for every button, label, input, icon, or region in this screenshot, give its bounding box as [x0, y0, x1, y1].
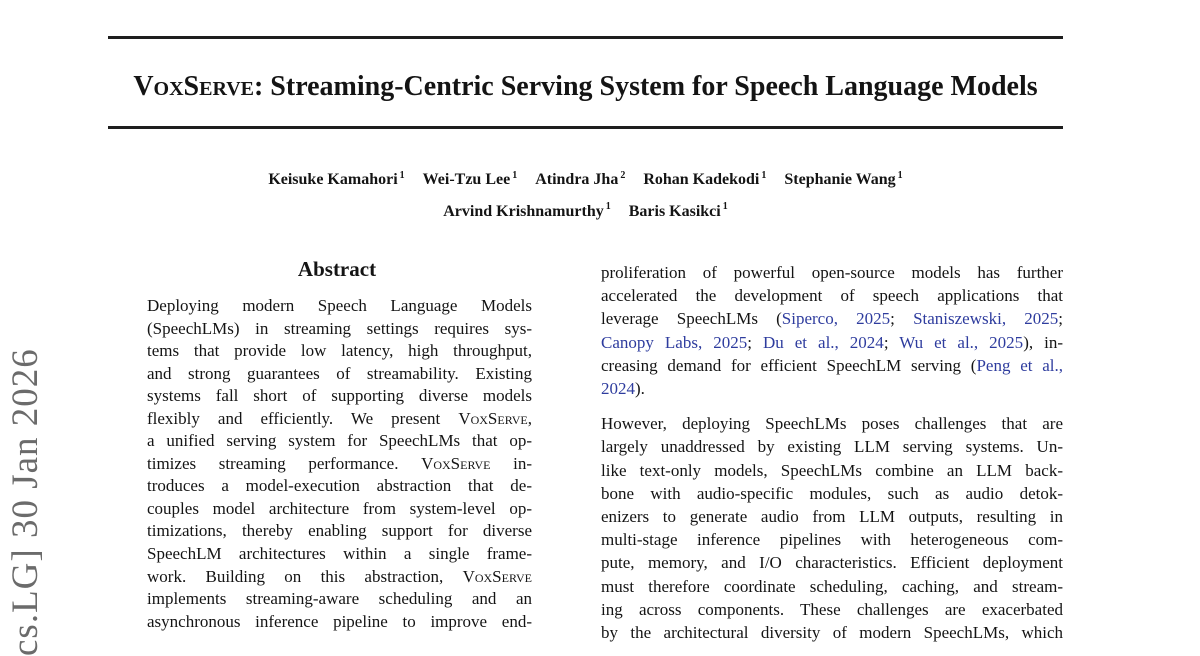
abstract-line [147, 588, 532, 611]
author-name: Rohan Kadekodi [643, 171, 760, 189]
author-row [108, 193, 1063, 224]
author [268, 171, 404, 188]
author-row [108, 162, 1063, 193]
text-run: ing across components. These challenges are exacerbated [601, 599, 1063, 619]
text-run: like text-only models, SpeechLMs combine an LLM back- [601, 460, 1063, 480]
text-run: implements streaming-aware scheduling and an [147, 589, 532, 609]
text-run: couples model architecture from system-level op- [147, 498, 532, 518]
abstract-line [147, 566, 532, 589]
title-rule-top [108, 36, 1063, 39]
text-run: However, deploying SpeechLMs poses challenges that are [601, 414, 1063, 434]
paragraph [601, 412, 1063, 644]
author [629, 203, 728, 220]
body-line [601, 435, 1063, 458]
title-rest: : Streaming-Centric Serving System for Speech Language Models [253, 71, 1038, 102]
voxserve-smallcaps: VoxServe [462, 566, 532, 586]
body-line [601, 261, 1063, 284]
citation-link[interactable]: Staniszewski, 2025 [913, 309, 1059, 329]
text-run: timizes streaming performance. [147, 453, 422, 473]
citation-link[interactable]: Peng et al., [976, 355, 1063, 375]
body-line [601, 459, 1063, 482]
body-line [601, 284, 1063, 307]
text-run: proliferation of powerful open-source models has further [601, 263, 1063, 282]
abstract-line [147, 543, 532, 566]
abstract-line [147, 498, 532, 521]
paper-title [108, 70, 1063, 104]
abstract-line [147, 295, 532, 318]
body-line [601, 528, 1063, 551]
text-run: timizations, thereby enabling support for diverse [147, 521, 532, 541]
author-affiliation-sup: 1 [897, 170, 903, 181]
text-run: enizers to generate audio from LLM outputs, resulting in [601, 507, 1063, 527]
title-voxserve-wordmark: VoxServe [133, 71, 254, 102]
abstract-line [147, 430, 532, 453]
title-rule-bottom [108, 126, 1063, 129]
authors-block [108, 162, 1063, 225]
text-run: systems fall short of supporting diverse models [147, 386, 532, 406]
author-name: Atindra Jha [535, 171, 619, 189]
citation-link[interactable]: Canopy Labs, 2025 [601, 332, 748, 352]
citation-link[interactable]: Siperco, 2025 [781, 309, 891, 329]
text-run: tems that provide low latency, high throughput, [147, 341, 532, 361]
abstract-line [147, 453, 532, 476]
body-line [601, 598, 1063, 621]
author [423, 171, 518, 188]
author-affiliation-sup: 1 [512, 170, 518, 181]
author-name: Stephanie Wang [784, 171, 896, 189]
body-line [601, 621, 1063, 644]
author-affiliation-sup: 1 [605, 201, 611, 213]
abstract-line [147, 363, 532, 386]
author-affiliation-sup: 2 [620, 170, 626, 181]
text-run: (SpeechLMs) in streaming settings requires sys- [147, 318, 532, 338]
text-run: ; [883, 332, 900, 352]
author-name: Wei-Tzu Lee [422, 171, 511, 189]
body-line [601, 575, 1063, 598]
text-run: ; [890, 309, 914, 329]
body-line [601, 551, 1063, 574]
body-line [601, 307, 1063, 330]
text-run: largely unaddressed by existing LLM serving systems. Un- [601, 437, 1063, 457]
text-run: accelerated the development of speech applications that [601, 286, 1063, 306]
abstract-heading: Abstract [297, 257, 377, 281]
body-line [601, 505, 1063, 528]
text-run: SpeechLM architectures within a single frame- [147, 544, 532, 564]
text-run: Deploying modern Speech Language Models [147, 296, 532, 315]
text-run: bone with audio-specific modules, such as audio detok- [601, 483, 1063, 503]
left-column [108, 256, 566, 633]
text-run: in- [490, 453, 532, 473]
abstract-text [147, 295, 532, 633]
text-run: ). [635, 379, 645, 399]
author-affiliation-sup: 1 [722, 201, 728, 213]
text-run: leverage SpeechLMs ( [601, 309, 782, 329]
text-run: ; [1058, 309, 1063, 329]
citation-link[interactable]: 2024 [601, 379, 635, 399]
author [535, 171, 625, 188]
text-run: pute, memory, and I/O characteristics. Efficient deployment [601, 553, 1063, 573]
author-name: Arvind Krishnamurthy [443, 202, 604, 220]
body-line [601, 377, 1063, 400]
arxiv-stamp: cs.LG] 30 Jan 2026 [5, 348, 46, 656]
paragraph [601, 261, 1063, 400]
right-column [601, 256, 1063, 644]
abstract-line [147, 611, 532, 634]
author-name: Keisuke Kamahori [268, 171, 398, 189]
abstract-line [147, 520, 532, 543]
body-line [601, 412, 1063, 435]
citation-link[interactable]: Wu et al., 2025 [899, 332, 1024, 352]
author [784, 171, 902, 188]
text-run: a unified serving system for SpeechLMs that op- [147, 431, 532, 451]
voxserve-smallcaps: VoxServe [458, 408, 528, 428]
text-run: asynchronous inference pipeline to improve end- [147, 611, 532, 631]
voxserve-smallcaps: VoxServe [421, 453, 491, 473]
citation-link[interactable]: Du et al., 2024 [762, 332, 884, 352]
author-affiliation-sup: 1 [761, 170, 767, 181]
author [443, 203, 610, 220]
text-run: work. Building on this abstraction, [147, 566, 463, 586]
text-run: ; [747, 332, 763, 352]
text-run: flexibly and efficiently. We present [147, 408, 459, 428]
abstract-line [147, 385, 532, 408]
abstract-line [147, 408, 532, 431]
text-run: creasing demand for efficient SpeechLM serving ( [601, 355, 977, 375]
abstract-line [147, 475, 532, 498]
abstract-line [147, 318, 532, 341]
text-run: ), in- [1023, 332, 1063, 352]
body-line [601, 354, 1063, 377]
abstract-line [147, 340, 532, 363]
text-run: must therefore coordinate scheduling, caching, and stream- [601, 576, 1063, 596]
text-run: , [527, 408, 532, 428]
text-run: troduces a model-execution abstraction that de- [147, 476, 532, 496]
text-run: multi-stage inference pipelines with heterogeneous com- [601, 530, 1063, 550]
author-name: Baris Kasikci [628, 202, 721, 220]
body-line [601, 482, 1063, 505]
body-line [601, 331, 1063, 354]
author-affiliation-sup: 1 [399, 170, 405, 181]
text-run: and strong guarantees of streamability. Existing [147, 363, 532, 383]
author [643, 171, 766, 188]
text-run: by the architectural diversity of modern SpeechLMs, which [601, 623, 1063, 643]
